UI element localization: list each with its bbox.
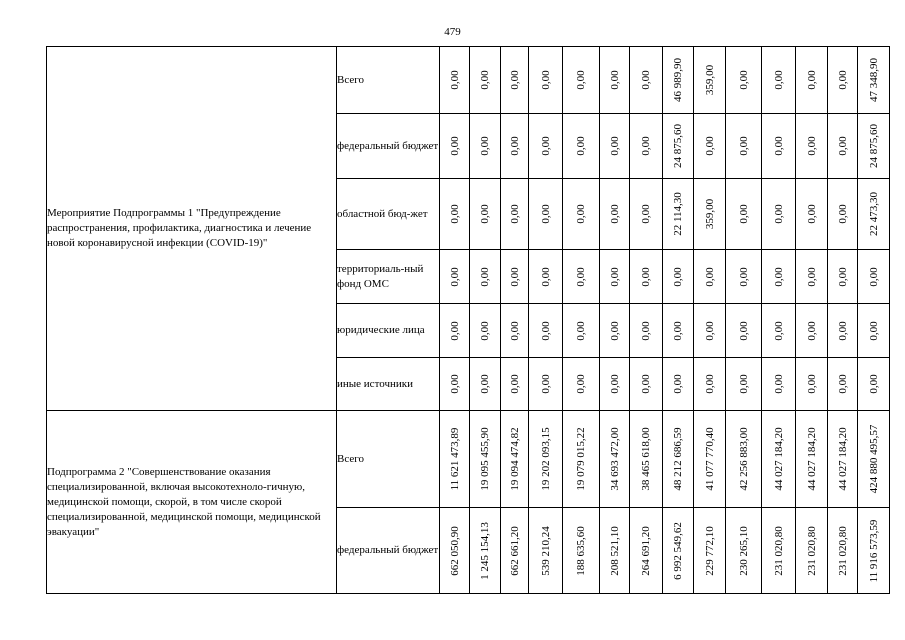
amount-value: 0,00 bbox=[772, 70, 785, 90]
amount-cell bbox=[440, 114, 470, 179]
funding-source: Всего bbox=[337, 47, 440, 114]
amount-cell bbox=[563, 250, 600, 304]
amount-cell bbox=[858, 304, 890, 358]
amount-value: 359,00 bbox=[703, 64, 716, 96]
amount-cell bbox=[630, 250, 663, 304]
table-row bbox=[47, 47, 890, 114]
amount-cell bbox=[600, 304, 630, 358]
amount-cell bbox=[694, 411, 726, 508]
amount-value: 0,00 bbox=[508, 204, 521, 224]
amount-cell bbox=[630, 411, 663, 508]
amount-cell bbox=[440, 411, 470, 508]
amount-value: 188 635,60 bbox=[575, 525, 587, 576]
amount-value: 0,00 bbox=[640, 204, 652, 224]
amount-cell bbox=[600, 411, 630, 508]
amount-value: 0,00 bbox=[508, 70, 521, 90]
amount-value: 0,00 bbox=[479, 136, 491, 156]
amount-value: 1 245 154,13 bbox=[479, 521, 491, 580]
amount-value: 0,00 bbox=[640, 374, 652, 394]
amount-value: 0,00 bbox=[867, 374, 880, 394]
amount-value: 0,00 bbox=[772, 136, 785, 156]
amount-cell bbox=[440, 508, 470, 594]
amount-value: 11 916 573,59 bbox=[867, 519, 880, 582]
amount-cell bbox=[501, 250, 529, 304]
amount-value: 0,00 bbox=[836, 374, 849, 394]
amount-value: 41 077 770,40 bbox=[703, 427, 716, 491]
amount-cell bbox=[858, 358, 890, 411]
amount-cell bbox=[501, 411, 529, 508]
amount-value: 0,00 bbox=[805, 320, 818, 341]
amount-value: 0,00 bbox=[867, 266, 880, 287]
amount-cell bbox=[563, 304, 600, 358]
amount-value: 0,00 bbox=[508, 136, 521, 156]
amount-cell bbox=[663, 411, 694, 508]
amount-cell bbox=[762, 508, 796, 594]
amount-cell bbox=[726, 411, 762, 508]
amount-cell bbox=[726, 114, 762, 179]
amount-cell bbox=[762, 114, 796, 179]
amount-value: 24 875,60 bbox=[672, 124, 684, 168]
amount-value: 0,00 bbox=[575, 204, 587, 224]
amount-cell bbox=[470, 47, 501, 114]
amount-cell bbox=[501, 358, 529, 411]
amount-value: 0,00 bbox=[737, 320, 750, 341]
amount-cell bbox=[663, 114, 694, 179]
amount-cell bbox=[440, 179, 470, 250]
amount-cell bbox=[796, 411, 828, 508]
amount-cell bbox=[663, 508, 694, 594]
amount-cell bbox=[858, 411, 890, 508]
amount-cell bbox=[663, 250, 694, 304]
amount-value: 0,00 bbox=[448, 266, 461, 287]
amount-cell bbox=[563, 358, 600, 411]
amount-value: 0,00 bbox=[703, 136, 716, 156]
amount-value: 0,00 bbox=[737, 70, 750, 90]
funding-source: Всего bbox=[337, 411, 440, 508]
amount-value: 0,00 bbox=[772, 320, 785, 341]
amount-value: 0,00 bbox=[672, 320, 684, 341]
amount-cell bbox=[440, 47, 470, 114]
amount-cell bbox=[726, 250, 762, 304]
funding-source: иные источники bbox=[337, 358, 440, 411]
amount-value: 0,00 bbox=[608, 320, 621, 341]
amount-cell bbox=[440, 358, 470, 411]
amount-cell bbox=[563, 47, 600, 114]
amount-cell bbox=[529, 179, 563, 250]
amount-cell bbox=[694, 179, 726, 250]
amount-value: 0,00 bbox=[479, 374, 491, 394]
amount-value: 0,00 bbox=[608, 266, 621, 287]
amount-cell bbox=[630, 114, 663, 179]
amount-value: 0,00 bbox=[672, 374, 684, 394]
amount-value: 0,00 bbox=[640, 136, 652, 156]
amount-cell bbox=[828, 250, 858, 304]
amount-cell bbox=[563, 114, 600, 179]
amount-value: 0,00 bbox=[608, 204, 621, 224]
amount-value: 0,00 bbox=[772, 266, 785, 287]
amount-value: 0,00 bbox=[737, 204, 750, 224]
amount-cell bbox=[501, 179, 529, 250]
amount-value: 0,00 bbox=[608, 70, 621, 90]
amount-cell bbox=[828, 304, 858, 358]
amount-value: 44 027 184,20 bbox=[772, 427, 785, 491]
amount-cell bbox=[796, 508, 828, 594]
amount-cell bbox=[440, 250, 470, 304]
amount-cell bbox=[694, 250, 726, 304]
amount-value: 47 348,90 bbox=[867, 58, 880, 102]
amount-value: 0,00 bbox=[575, 374, 587, 394]
amount-value: 231 020,80 bbox=[805, 525, 818, 576]
funding-source: областной бюд-жет bbox=[337, 179, 440, 250]
amount-value: 44 027 184,20 bbox=[836, 427, 849, 491]
amount-cell bbox=[858, 47, 890, 114]
amount-cell bbox=[796, 358, 828, 411]
amount-value: 0,00 bbox=[836, 204, 849, 224]
amount-value: 231 020,80 bbox=[772, 525, 785, 576]
amount-value: 0,00 bbox=[608, 374, 621, 394]
amount-value: 0,00 bbox=[539, 204, 552, 224]
amount-cell bbox=[600, 250, 630, 304]
amount-value: 0,00 bbox=[737, 374, 750, 394]
amount-cell bbox=[529, 304, 563, 358]
amount-cell bbox=[529, 250, 563, 304]
amount-value: 0,00 bbox=[575, 70, 587, 90]
amount-value: 19 079 015,22 bbox=[575, 427, 587, 491]
amount-cell bbox=[663, 304, 694, 358]
amount-cell bbox=[630, 179, 663, 250]
amount-value: 0,00 bbox=[479, 204, 491, 224]
amount-value: 0,00 bbox=[836, 70, 849, 90]
amount-cell bbox=[762, 47, 796, 114]
amount-cell bbox=[563, 179, 600, 250]
amount-value: 38 465 618,00 bbox=[640, 427, 652, 491]
amount-cell bbox=[762, 304, 796, 358]
amount-value: 0,00 bbox=[539, 266, 552, 287]
amount-value: 46 989,90 bbox=[672, 58, 684, 102]
amount-value: 0,00 bbox=[508, 320, 521, 341]
amount-cell bbox=[630, 304, 663, 358]
amount-cell bbox=[762, 250, 796, 304]
amount-value: 0,00 bbox=[805, 204, 818, 224]
amount-cell bbox=[630, 358, 663, 411]
amount-cell bbox=[470, 508, 501, 594]
amount-value: 0,00 bbox=[836, 136, 849, 156]
amount-value: 0,00 bbox=[448, 136, 461, 156]
amount-value: 0,00 bbox=[772, 204, 785, 224]
amount-cell bbox=[796, 47, 828, 114]
amount-value: 0,00 bbox=[539, 70, 552, 90]
amount-cell bbox=[470, 114, 501, 179]
amount-cell bbox=[858, 250, 890, 304]
amount-value: 48 212 686,59 bbox=[672, 427, 684, 491]
amount-cell bbox=[600, 47, 630, 114]
amount-value: 0,00 bbox=[703, 374, 716, 394]
amount-cell bbox=[828, 47, 858, 114]
amount-value: 0,00 bbox=[640, 70, 652, 90]
amount-cell bbox=[470, 250, 501, 304]
amount-cell bbox=[762, 411, 796, 508]
amount-cell bbox=[529, 114, 563, 179]
amount-cell bbox=[600, 114, 630, 179]
amount-cell bbox=[470, 358, 501, 411]
amount-value: 0,00 bbox=[836, 266, 849, 287]
funding-source: федеральный бюджет bbox=[337, 114, 440, 179]
amount-cell bbox=[796, 114, 828, 179]
amount-cell bbox=[501, 114, 529, 179]
amount-value: 22 473,30 bbox=[867, 192, 880, 236]
amount-value: 11 621 473,89 bbox=[448, 427, 461, 491]
amount-value: 22 114,30 bbox=[672, 192, 684, 236]
amount-value: 0,00 bbox=[448, 70, 461, 90]
amount-value: 34 693 472,00 bbox=[608, 427, 621, 491]
amount-cell bbox=[630, 508, 663, 594]
amount-value: 424 880 495,57 bbox=[867, 424, 880, 494]
amount-cell bbox=[828, 508, 858, 594]
amount-value: 0,00 bbox=[640, 320, 652, 341]
amount-cell bbox=[726, 47, 762, 114]
funding-source: федеральный бюджет bbox=[337, 508, 440, 594]
amount-cell bbox=[694, 358, 726, 411]
amount-value: 0,00 bbox=[737, 136, 750, 156]
amount-value: 0,00 bbox=[608, 136, 621, 156]
amount-value: 0,00 bbox=[737, 266, 750, 287]
amount-value: 0,00 bbox=[836, 320, 849, 341]
amount-cell bbox=[858, 179, 890, 250]
amount-cell bbox=[726, 508, 762, 594]
amount-cell bbox=[470, 179, 501, 250]
amount-value: 0,00 bbox=[575, 320, 587, 341]
amount-value: 0,00 bbox=[703, 266, 716, 287]
amount-value: 6 992 549,62 bbox=[672, 521, 684, 580]
amount-value: 42 256 883,00 bbox=[737, 427, 750, 491]
amount-cell bbox=[501, 304, 529, 358]
amount-value: 19 202 093,15 bbox=[539, 427, 552, 491]
amount-value: 0,00 bbox=[867, 320, 880, 341]
amount-cell bbox=[663, 179, 694, 250]
amount-value: 0,00 bbox=[508, 374, 521, 394]
amount-cell bbox=[663, 358, 694, 411]
amount-cell bbox=[694, 508, 726, 594]
amount-value: 264 691,20 bbox=[640, 525, 652, 576]
amount-value: 0,00 bbox=[805, 266, 818, 287]
page-number: 479 bbox=[444, 26, 461, 38]
amount-cell bbox=[762, 358, 796, 411]
amount-cell bbox=[600, 179, 630, 250]
amount-cell bbox=[470, 304, 501, 358]
amount-cell bbox=[796, 250, 828, 304]
amount-cell bbox=[694, 47, 726, 114]
amount-value: 0,00 bbox=[539, 136, 552, 156]
amount-value: 662 050,90 bbox=[448, 525, 461, 576]
amount-cell bbox=[563, 411, 600, 508]
amount-cell bbox=[828, 179, 858, 250]
amount-value: 0,00 bbox=[575, 136, 587, 156]
amount-cell bbox=[796, 179, 828, 250]
amount-value: 208 521,10 bbox=[608, 525, 621, 576]
amount-value: 0,00 bbox=[448, 320, 461, 341]
amount-value: 231 020,80 bbox=[836, 525, 849, 576]
amount-value: 24 875,60 bbox=[867, 124, 880, 168]
amount-cell bbox=[726, 358, 762, 411]
amount-cell bbox=[600, 358, 630, 411]
amount-cell bbox=[529, 358, 563, 411]
program-title: Мероприятие Подпрограммы 1 "Предупреждение распространения, профилактика, диагностика и лечение новой коронавирусной инфекции (COVID-19)" bbox=[47, 47, 337, 411]
amount-cell bbox=[470, 411, 501, 508]
amount-value: 44 027 184,20 bbox=[805, 427, 818, 491]
amount-value: 0,00 bbox=[805, 136, 818, 156]
amount-value: 0,00 bbox=[479, 320, 491, 341]
amount-cell bbox=[858, 508, 890, 594]
amount-value: 662 661,20 bbox=[508, 525, 521, 576]
amount-value: 230 265,10 bbox=[737, 525, 750, 576]
amount-cell bbox=[529, 47, 563, 114]
funding-source: территориаль-ный фонд ОМС bbox=[337, 250, 440, 304]
amount-cell bbox=[726, 304, 762, 358]
amount-value: 359,00 bbox=[703, 198, 716, 230]
amount-value: 19 095 455,90 bbox=[479, 427, 491, 491]
amount-cell bbox=[726, 179, 762, 250]
amount-value: 0,00 bbox=[539, 320, 552, 341]
budget-table bbox=[46, 46, 890, 594]
amount-cell bbox=[440, 304, 470, 358]
amount-value: 0,00 bbox=[508, 266, 521, 287]
amount-value: 0,00 bbox=[772, 374, 785, 394]
amount-cell bbox=[694, 114, 726, 179]
amount-value: 0,00 bbox=[539, 374, 552, 394]
amount-value: 0,00 bbox=[479, 266, 491, 287]
amount-cell bbox=[600, 508, 630, 594]
funding-source: юридические лица bbox=[337, 304, 440, 358]
amount-cell bbox=[529, 508, 563, 594]
amount-cell bbox=[663, 47, 694, 114]
amount-value: 229 772,10 bbox=[703, 525, 716, 576]
amount-value: 0,00 bbox=[448, 204, 461, 224]
amount-value: 539 210,24 bbox=[539, 525, 552, 576]
amount-value: 0,00 bbox=[703, 320, 716, 341]
amount-cell bbox=[828, 358, 858, 411]
amount-value: 0,00 bbox=[448, 374, 461, 394]
amount-cell bbox=[796, 304, 828, 358]
amount-value: 19 094 474,82 bbox=[508, 427, 521, 491]
amount-cell bbox=[630, 47, 663, 114]
amount-value: 0,00 bbox=[805, 70, 818, 90]
amount-cell bbox=[694, 304, 726, 358]
amount-value: 0,00 bbox=[575, 266, 587, 287]
amount-cell bbox=[828, 114, 858, 179]
table-row bbox=[47, 411, 890, 508]
amount-value: 0,00 bbox=[479, 70, 491, 90]
amount-cell bbox=[501, 508, 529, 594]
amount-cell bbox=[858, 114, 890, 179]
amount-cell bbox=[828, 411, 858, 508]
amount-value: 0,00 bbox=[805, 374, 818, 394]
amount-cell bbox=[529, 411, 563, 508]
amount-cell bbox=[501, 47, 529, 114]
amount-value: 0,00 bbox=[640, 266, 652, 287]
amount-cell bbox=[563, 508, 600, 594]
program-title: Подпрограмма 2 "Совершенствование оказания специализированной, включая высокотехноло-гичную, медицинской помощи, скорой, в том числе скорой специализированной, медицинской помощи, медицинской эвакуации" bbox=[47, 411, 337, 594]
amount-value: 0,00 bbox=[672, 266, 684, 287]
amount-cell bbox=[762, 179, 796, 250]
